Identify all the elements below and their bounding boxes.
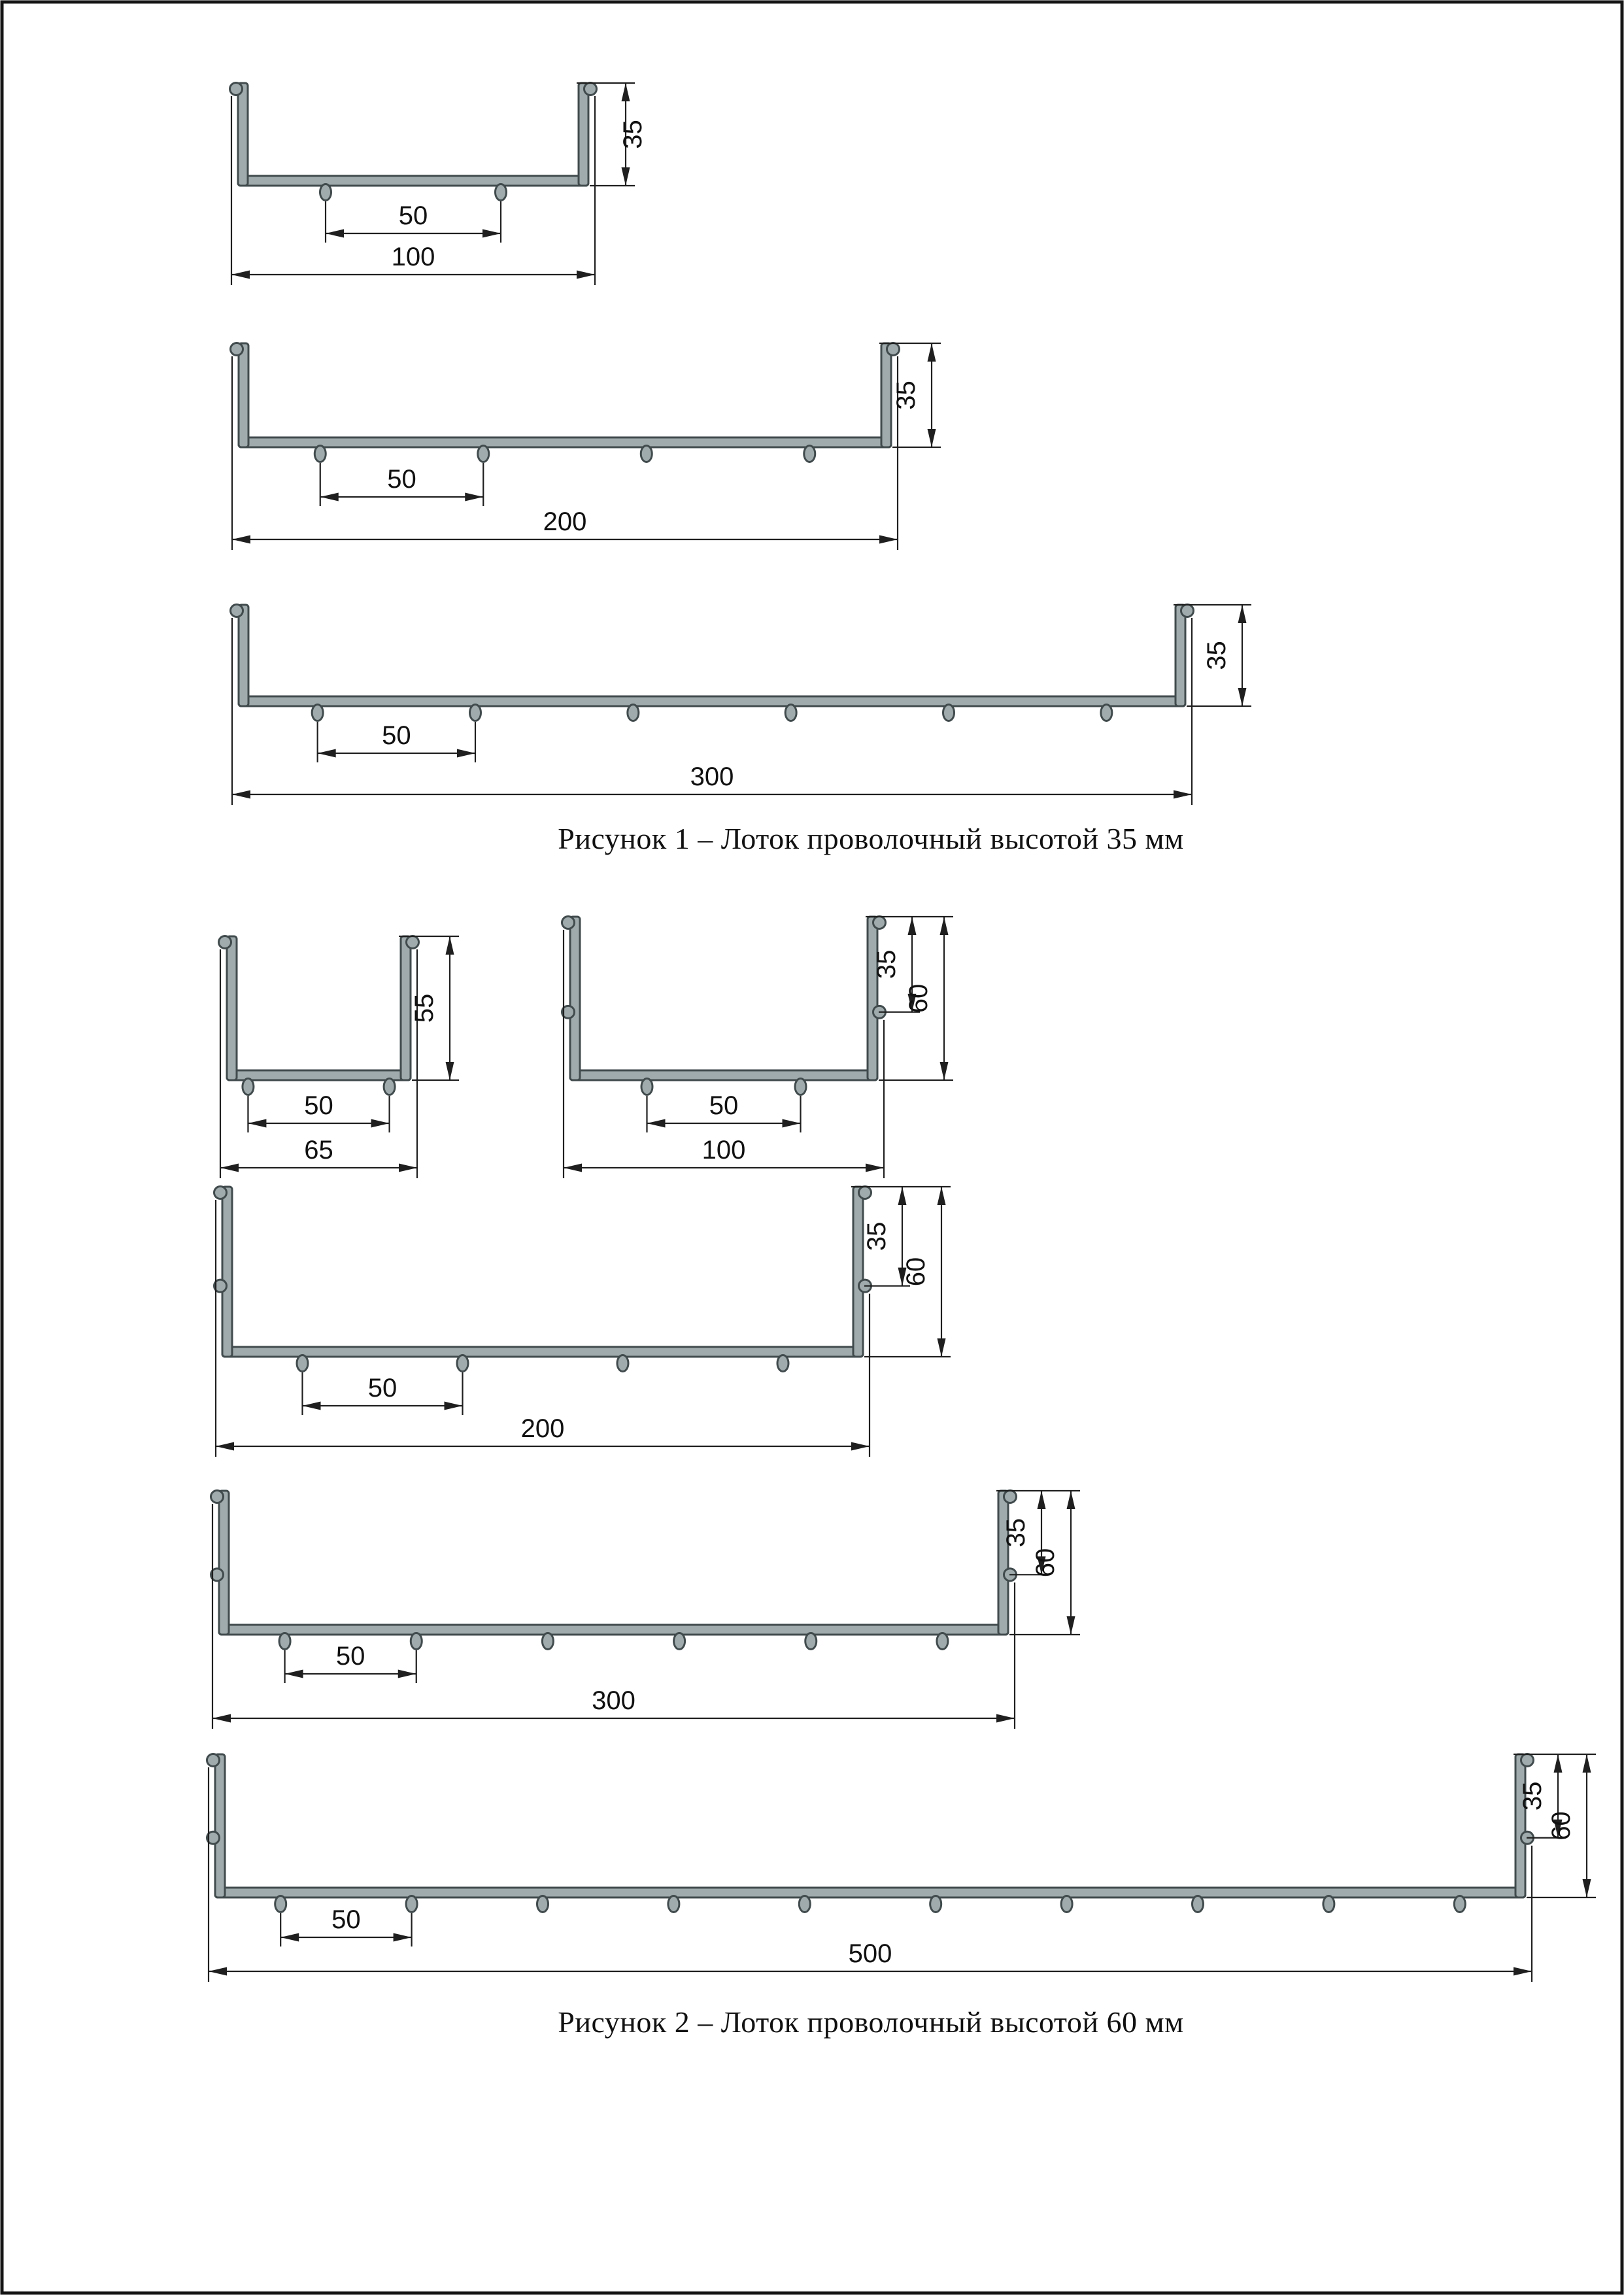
dimension-label: 50 <box>367 1374 398 1402</box>
wire-cross-section <box>231 605 243 617</box>
bottom-wire-cross-section <box>1323 1896 1334 1912</box>
dimension-label: 300 <box>592 1686 635 1715</box>
bottom-wire-cross-section <box>312 705 323 721</box>
dimension-label: 35 <box>618 120 647 149</box>
bottom-wire-cross-section <box>496 184 507 201</box>
bottom-wire-cross-section <box>457 1355 468 1372</box>
wire-cross-section <box>231 343 243 356</box>
wire-cross-section <box>211 1491 224 1503</box>
bottom-wire-cross-section <box>785 705 796 721</box>
bottom-wire-cross-section <box>275 1896 286 1912</box>
bottom-wire-cross-section <box>1454 1896 1465 1912</box>
bottom-wire-cross-section <box>777 1355 788 1372</box>
dimension-label: 35 <box>1002 1518 1030 1548</box>
bottom-wire-cross-section <box>641 446 652 462</box>
dimension-label: 50 <box>387 465 416 494</box>
dimension-label: 50 <box>331 1905 361 1934</box>
bottom-wire-cross-section <box>542 1633 553 1650</box>
wire-cross-section <box>584 83 597 95</box>
dimension-label: 60 <box>1031 1548 1060 1578</box>
dimension-label: 100 <box>702 1136 746 1164</box>
bottom-wire-cross-section <box>406 1896 417 1912</box>
bottom-wire-cross-section <box>537 1896 549 1912</box>
dimension-label: 35 <box>872 949 901 979</box>
wire-cross-section <box>214 1187 227 1199</box>
tray-200x35 <box>231 343 941 551</box>
bottom-wire-cross-section <box>384 1079 395 1095</box>
wire-cross-section <box>562 917 575 929</box>
tray-100x35 <box>230 83 648 286</box>
wire-cross-section <box>407 936 419 949</box>
dimension-label: 50 <box>709 1091 739 1120</box>
dimension-label: 65 <box>304 1136 333 1164</box>
bottom-wire-cross-section <box>617 1355 628 1372</box>
bottom-wire-cross-section <box>674 1633 685 1650</box>
bottom-wire-cross-section <box>804 446 815 462</box>
dimension-label: 300 <box>690 762 734 791</box>
tray-65x55 <box>219 936 460 1179</box>
dimension-label: 500 <box>848 1939 892 1968</box>
bottom-wire-cross-section <box>668 1896 679 1912</box>
dimension-label: 50 <box>382 721 411 750</box>
bottom-wire-cross-section <box>297 1355 308 1372</box>
bottom-wire-cross-section <box>1101 705 1112 721</box>
tray-200x60 <box>214 1187 951 1457</box>
dimension-label: 35 <box>862 1221 891 1251</box>
dimension-label: 50 <box>335 1642 365 1671</box>
dimension-label: 35 <box>1202 641 1231 670</box>
bottom-wire-cross-section <box>937 1633 948 1650</box>
bottom-wire-cross-section <box>799 1896 810 1912</box>
wire-cross-section <box>219 936 231 949</box>
tray-300x60 <box>211 1491 1081 1729</box>
bottom-wire-cross-section <box>628 705 639 721</box>
dimension-label: 60 <box>1547 1811 1576 1841</box>
dimension-label: 35 <box>892 381 921 410</box>
dimension-label: 200 <box>520 1414 565 1443</box>
bottom-wire-cross-section <box>1193 1896 1204 1912</box>
dimension-label: 200 <box>543 507 587 536</box>
wire-cross-section <box>1521 1754 1534 1767</box>
tray-100x60 <box>562 917 954 1179</box>
bottom-wire-cross-section <box>641 1079 652 1095</box>
wire-cross-section <box>873 917 886 929</box>
bottom-wire-cross-section <box>320 184 331 201</box>
dimension-label: 55 <box>410 993 439 1023</box>
bottom-wire-cross-section <box>411 1633 422 1650</box>
figure-2-caption: Рисунок 2 – Лоток проволочный высотой 60 мм <box>558 2005 1184 2039</box>
dimension-label: 50 <box>304 1091 333 1120</box>
wire-cross-section <box>859 1187 871 1199</box>
dimension-label: 60 <box>902 1257 930 1287</box>
wire-cross-section <box>1181 605 1194 617</box>
dimension-label: 50 <box>398 201 428 230</box>
wire-cross-section <box>207 1754 220 1767</box>
bottom-wire-cross-section <box>279 1633 290 1650</box>
dimension-label: 100 <box>391 243 435 271</box>
bottom-wire-cross-section <box>243 1079 254 1095</box>
wire-cross-section <box>887 343 900 356</box>
bottom-wire-cross-section <box>795 1079 806 1095</box>
tray-300x35 <box>231 605 1252 806</box>
bottom-wire-cross-section <box>930 1896 941 1912</box>
bottom-wire-cross-section <box>478 446 489 462</box>
figure-1-caption: Рисунок 1 – Лоток проволочный высотой 35 мм <box>558 822 1184 855</box>
wire-cross-section <box>1004 1491 1017 1503</box>
bottom-wire-cross-section <box>805 1633 817 1650</box>
dimension-label: 60 <box>904 983 933 1013</box>
bottom-wire-cross-section <box>943 705 955 721</box>
tray-500x60 <box>207 1754 1597 1982</box>
dimension-label: 35 <box>1518 1781 1547 1811</box>
bottom-wire-cross-section <box>1061 1896 1072 1912</box>
wire-cross-section <box>230 83 243 95</box>
bottom-wire-cross-section <box>314 446 326 462</box>
bottom-wire-cross-section <box>470 705 481 721</box>
